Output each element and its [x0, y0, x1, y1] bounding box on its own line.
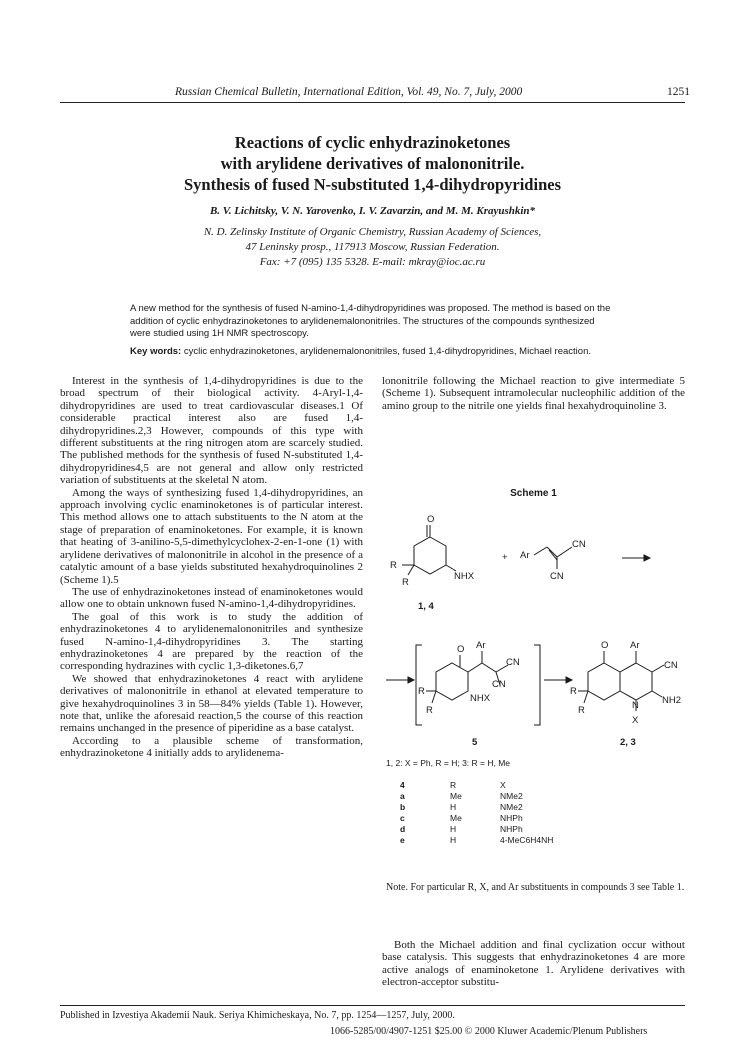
header-cell: R	[450, 780, 457, 790]
arrow-head	[408, 677, 414, 683]
arrow-head	[566, 677, 572, 683]
product-ring-b	[620, 663, 652, 700]
body-right-column-top	[382, 375, 685, 412]
bracket-left	[416, 645, 422, 725]
table-cell: NMe2	[500, 791, 523, 801]
r-bond	[432, 691, 436, 703]
nh2-bond	[652, 691, 662, 697]
ar-bond	[534, 547, 547, 555]
cn-label: CN	[572, 539, 586, 550]
keywords-text: cyclic enhydrazinoketones, arylidenemalononitriles, fused 1,4-dihydropyridines, Michael reaction.	[183, 346, 591, 357]
cn-label: CN	[492, 679, 506, 690]
cn-label: CN	[550, 571, 564, 582]
chain-bond	[482, 663, 496, 672]
page-number: 1251	[667, 86, 690, 98]
table-row	[400, 813, 553, 824]
paragraph: lononitrile following the Michael reaction to give intermediate 5 (Scheme 1). Subsequent intramolecular nucleophilic addition of the amino group to the nitrile one yields final hexahydroquinoline 3.	[382, 375, 685, 412]
table-cell: 4-MeC6H4NH	[500, 835, 554, 845]
cyclohexenone-ring	[414, 537, 446, 574]
table-cell: a	[400, 791, 405, 801]
arrow-head	[644, 555, 650, 561]
plus-sign: +	[502, 552, 508, 563]
keywords-label: Key words:	[130, 346, 182, 357]
nhx-label: NHX	[470, 693, 491, 704]
abstract: A new method for the synthesis of fused N-amino-1,4-dihydropyridines was proposed. The method is based on the addition of cyclic enhydrazinoketones to arylidenemalononitriles. The structures of the compounds synthesized were studied using 1H NMR spectroscopy.	[130, 303, 611, 339]
paragraph: Both the Michael addition and final cyclization occur without base catalysis. This suggests that enhydrazinoketones 4 are more active analogs of enaminoketone 1. Arylidene derivatives with electron-acceptor substitu-	[382, 939, 685, 989]
table-cell: b	[400, 802, 406, 812]
affiliation-line-2: 47 Leninsky prosp., 117913 Moscow, Russian Federation.	[245, 241, 500, 253]
table-cell: H	[450, 824, 457, 834]
paragraph: Interest in the synthesis of 1,4-dihydropyridines is due to the broad spectrum of their biological activity. 4-Aryl-1,4-dihydropyridines are used to treat cardiovascular diseases.1 Of considerable practical interest also are fused 1,4-dihydropyridines.2,3 However, compounds of this type with different substituents at the ring nitrogen atom are scarcely studied. The published methods for the synthesis of fused N-substituted 1,4-dihydropyridines4,5 are not general and allow only restricted variation of substituents at the skeletal N atom.	[60, 375, 363, 487]
r-bond	[584, 691, 588, 703]
affiliation	[60, 225, 685, 270]
title-line-1: Reactions of cyclic enhydrazinoketones	[234, 133, 511, 152]
table-cell: NHPh	[500, 824, 523, 834]
table-header-row	[400, 780, 553, 791]
body-left-column	[60, 375, 363, 760]
scheme-title: Scheme 1	[510, 488, 557, 499]
copyright-line: 1066-5285/00/4907-1251 $25.00 © 2000 Kluwer Academic/Plenum Publishers	[330, 1026, 648, 1037]
table-cell: e	[400, 835, 405, 845]
double-bond	[547, 547, 557, 557]
double-bond	[549, 550, 557, 560]
r-bond	[408, 565, 414, 575]
table-cell: Me	[450, 813, 462, 823]
table-row	[400, 824, 553, 835]
table-cell: c	[400, 813, 405, 823]
keywords	[130, 346, 615, 359]
affiliation-line-1: N. D. Zelinsky Institute of Organic Chemistry, Russian Academy of Sciences,	[203, 226, 542, 238]
bracket-right	[534, 645, 540, 725]
paragraph: The use of enhydrazinoketones instead of enaminoketones would allow one to obtain unknown fused N-amino-1,4-dihydropyridines.	[60, 585, 363, 611]
substituent-table	[400, 780, 553, 846]
paragraph: Among the ways of synthesizing fused 1,4-dihydropyridines, an approach involving cyclic enaminoketones is of particular interest. This method allows one to attach substituents to the N atom at the stage of preparation of enaminoketones. For example, it is known that heating of 3-anilino-5,5-dimethylcyclohex-2-en-1-one (1) with arylidene derivatives of malononitrile in alcohol in the presence of a catalytic amount of a base yields substituted hexahydroquinolines 2 (Scheme 1).5	[60, 486, 363, 586]
compound-label-2-3: 2, 3	[620, 737, 636, 748]
scheme-caption: 1, 2: X = Ph, R = H; 3: R = H, Me	[386, 758, 511, 768]
r-label: R	[570, 686, 577, 697]
table-cell: H	[450, 835, 457, 845]
ar-label: Ar	[476, 640, 486, 651]
publication-note: Published in Izvestiya Akademii Nauk. Seriya Khimicheskaya, No. 7, pp. 1254—1257, July, 2000.	[60, 1010, 455, 1021]
scheme-note: Note. For particular R, X, and Ar substituents in compounds 3 see Table 1.	[386, 882, 685, 893]
compound-label-1-4: 1, 4	[418, 601, 434, 612]
product-ring-a	[588, 663, 620, 700]
paragraph: We showed that enhydrazinoketones 4 react with arylidene derivatives of malononitrile in ethanol at elevated temperature to give hexahydroquinolines 3 in 58—84% yields (Table 1). However, note that, unlike the aforesaid reaction,5 the course of this reaction remains unchanged in the presence of piperidine as a base catalyst.	[60, 672, 363, 735]
table-cell: Me	[450, 791, 462, 801]
table-row	[400, 791, 553, 802]
journal-header: Russian Chemical Bulletin, International Edition, Vol. 49, No. 7, July, 2000	[175, 86, 523, 98]
header-cell: X	[500, 780, 506, 790]
body-right-column-bottom	[382, 939, 685, 989]
r-label: R	[418, 686, 425, 697]
oxygen-label: O	[427, 514, 435, 525]
header-cell: 4	[400, 780, 405, 790]
nh2-label: NH2	[662, 695, 682, 706]
title-line-2: with arylidene derivatives of malononitrile.	[220, 154, 525, 173]
ar-label: Ar	[520, 550, 530, 561]
chain-bond	[468, 663, 482, 672]
table-cell: NHPh	[500, 813, 523, 823]
paragraph: According to a plausible scheme of transformation, enhydrazinoketone 4 initially adds to arylidenema-	[60, 734, 363, 760]
reaction-scheme	[382, 505, 685, 765]
cn-bond	[652, 665, 664, 672]
table-cell: NMe2	[500, 802, 523, 812]
nitrogen-label: N	[632, 700, 639, 711]
table-cell: d	[400, 824, 406, 834]
nhx-label: NHX	[454, 571, 475, 582]
r-label: R	[426, 705, 433, 716]
paper-title	[60, 132, 685, 195]
header-rule	[60, 102, 685, 103]
cn-label: CN	[664, 660, 678, 671]
compound-label-5: 5	[472, 737, 478, 748]
r-label: R	[390, 560, 397, 571]
paragraph: The goal of this work is to study the addition of enhydrazinoketones 4 to arylidenemalononitriles and synthesize fused N-amino-1,4-dihydropyridines 3. The starting enhydrazinoketones 4 are prepared by the reaction of the corresponding hydrazines with cyclic 1,3-diketones.6,7	[60, 610, 363, 673]
r-label: R	[578, 705, 585, 716]
oxygen-label: O	[601, 640, 609, 651]
intermediate-ring	[436, 663, 468, 700]
table-cell: H	[450, 802, 457, 812]
cn-label: CN	[506, 657, 520, 668]
authors: B. V. Lichitsky, V. N. Yarovenko, I. V. Zavarzin, and M. M. Krayushkin*	[209, 205, 536, 217]
x-label: X	[632, 715, 639, 726]
title-line-3: Synthesis of fused N-substituted 1,4-dihydropyridines	[184, 175, 561, 194]
affiliation-line-3: Fax: +7 (095) 135 5328. E-mail: mkray@ioc.ac.ru	[259, 256, 486, 268]
oxygen-label: O	[457, 644, 465, 655]
table-row	[400, 835, 553, 846]
footer-rule	[60, 1005, 685, 1006]
r-label: R	[402, 577, 409, 588]
table-row	[400, 802, 553, 813]
cn-bond	[557, 547, 572, 557]
ar-label: Ar	[630, 640, 640, 651]
